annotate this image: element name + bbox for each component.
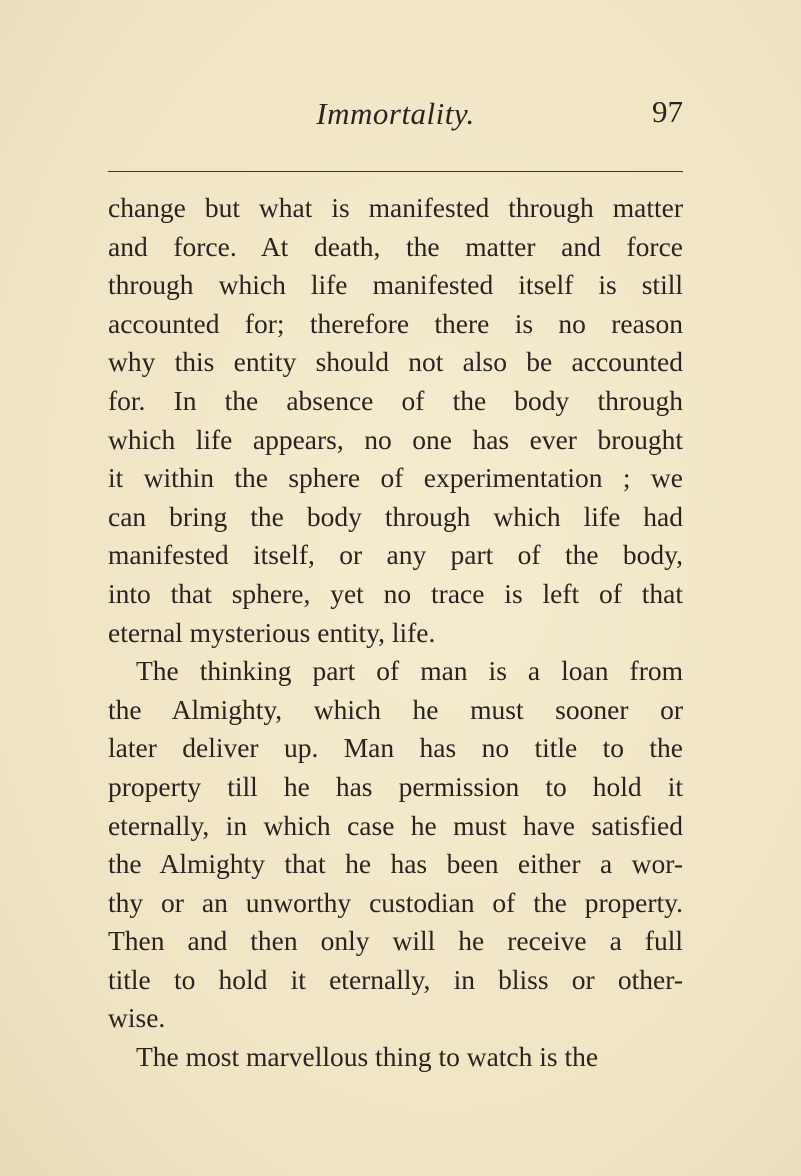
text-line: why this entity should not also be accounted (108, 346, 683, 378)
body-text (108, 189, 683, 1077)
text-line: eternal mysterious entity, life. (108, 616, 436, 648)
text-line: The thinking part of man is a loan from (136, 655, 683, 687)
text-line: wise. (108, 1002, 166, 1034)
text-line: change but what is manifested through matter (108, 192, 683, 223)
running-title: Immortality. (316, 96, 475, 131)
text-line: and force. At death, the matter and force (108, 230, 683, 262)
text-line: property till he has permission to hold it (108, 770, 683, 802)
text-line: which life appears, no one has ever brought (108, 423, 683, 455)
text-line: can bring the body through which life had (108, 500, 683, 532)
text-line: into that sphere, yet no trace is left of that (108, 577, 683, 609)
text-line: it within the sphere of experimentation ; we (108, 462, 683, 494)
header-rule (108, 171, 683, 172)
text-line: Then and then only will he receive a full (108, 925, 683, 957)
text-line: title to hold it eternally, in bliss or other- (108, 963, 683, 995)
text-line: The most marvellous thing to watch is the (136, 1041, 599, 1073)
page-number: 97 (652, 94, 683, 129)
text-line: thy or an unworthy custodian of the property. (108, 886, 683, 918)
text-line: for. In the absence of the body through (108, 384, 683, 416)
text-line: accounted for; therefore there is no reason (108, 307, 683, 339)
text-line: the Almighty that he has been either a wor- (108, 848, 683, 880)
text-line: later deliver up. Man has no title to the (108, 732, 683, 764)
running-header (108, 92, 683, 142)
text-line: the Almighty, which he must sooner or (108, 693, 683, 725)
text-line: through which life manifested itself is still (108, 269, 683, 301)
text-line: manifested itself, or any part of the body, (108, 539, 683, 571)
text-line: eternally, in which case he must have satisfied (108, 809, 683, 841)
